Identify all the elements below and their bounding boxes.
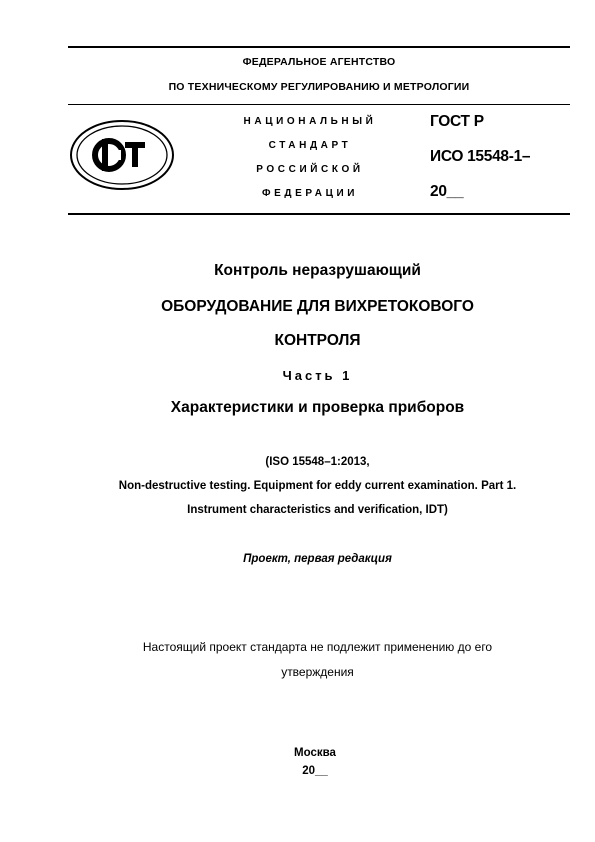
designation-line-1: ГОСТ Р xyxy=(430,113,484,130)
title-line-2: ОБОРУДОВАНИЕ ДЛЯ ВИХРЕТОКОВОГО xyxy=(161,298,474,315)
iso-reference-line-1: (ISO 15548–1:2013, xyxy=(265,456,370,468)
part-number: Часть 1 xyxy=(282,368,353,383)
rst-certification-mark-icon xyxy=(69,119,175,191)
subtitle: Характеристики и проверка приборов xyxy=(170,399,465,416)
iso-reference-line-3: Instrument characteristics and verification, IDT) xyxy=(187,504,448,516)
city: Москва xyxy=(294,747,336,759)
designation-line-2: ИСО 15548-1– xyxy=(430,148,531,165)
header-bottom-rule xyxy=(68,213,570,215)
notice-line-1: Настоящий проект стандарта не подлежит применению до его xyxy=(142,640,493,654)
title-line-1: Контроль неразрушающий xyxy=(214,262,421,279)
iso-reference-line-2: Non-destructive testing. Equipment for eddy current examination. Part 1. xyxy=(118,480,517,492)
agency-line-2: ПО ТЕХНИЧЕСКОМУ РЕГУЛИРОВАНИЮ И МЕТРОЛОГИИ xyxy=(168,81,470,93)
designation-line-3: 20__ xyxy=(430,183,464,200)
header-divider xyxy=(68,104,570,105)
notice-line-2: утверждения xyxy=(281,665,354,679)
title-line-3: КОНТРОЛЯ xyxy=(274,332,361,349)
national-standard-line-4: ФЕДЕРАЦИИ xyxy=(261,188,359,199)
national-standard-line-2: СТАНДАРТ xyxy=(268,140,352,151)
national-standard-line-3: РОССИЙСКОЙ xyxy=(256,164,364,175)
top-rule xyxy=(68,46,570,48)
national-standard-line-1: НАЦИОНАЛЬНЫЙ xyxy=(243,116,377,127)
edition-label: Проект, первая редакция xyxy=(243,553,392,565)
agency-line-1: ФЕДЕРАЛЬНОЕ АГЕНТСТВО xyxy=(242,56,396,68)
year: 20__ xyxy=(302,765,328,777)
